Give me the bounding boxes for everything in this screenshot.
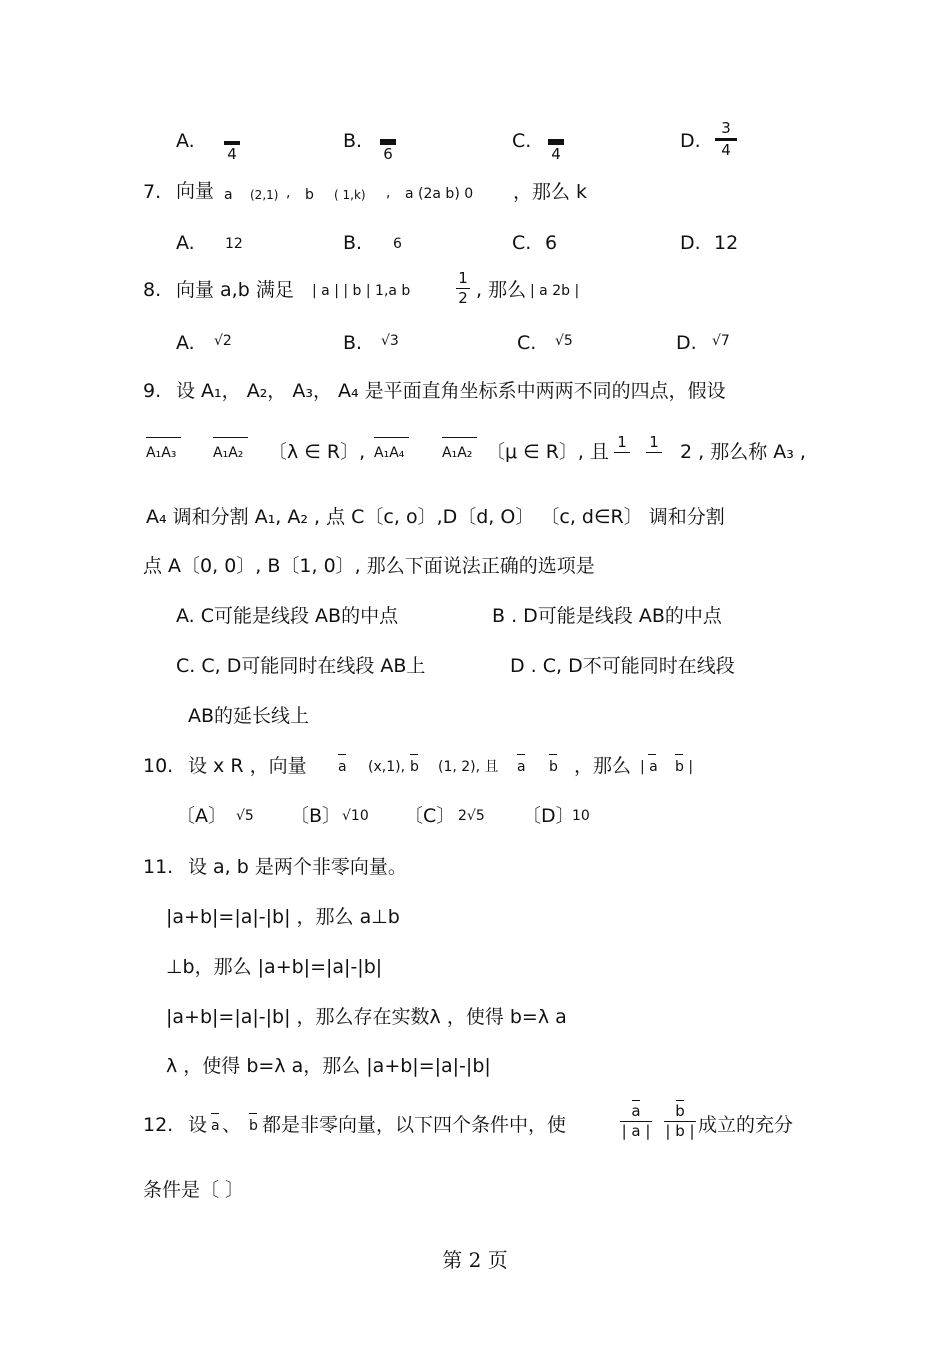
q10-option-c-label: 〔C〕 — [404, 805, 456, 827]
q9-option-d-cont: AB的延长线上 — [188, 705, 310, 727]
q8-option-b-label: B. — [343, 332, 363, 354]
q10-target-a: | a — [640, 759, 658, 775]
q6-option-d-num: 3 — [721, 119, 731, 137]
q8-number: 8. — [143, 279, 162, 301]
q6-option-d-label: D. — [680, 130, 701, 152]
q6-option-c-label: C. — [512, 130, 532, 152]
q6-option-d-den: 4 — [721, 141, 731, 159]
q6-option-a-fraction — [224, 139, 240, 162]
q7-condition: a (2a b) 0 — [405, 186, 474, 202]
q9-line-2-end: 2 , 那么称 A₃ , — [680, 441, 806, 463]
q6-option-c-den: 4 — [551, 145, 561, 163]
q12-frac-b-num: b — [675, 1102, 685, 1120]
q10-option-b-label: 〔B〕 — [290, 805, 342, 827]
q6-option-d-fraction — [715, 121, 737, 158]
q7-option-b-value: 6 — [393, 236, 402, 252]
q12-vector-a: a — [211, 1118, 220, 1134]
q8-condition: | a | | b | 1,a b — [312, 283, 411, 299]
q8-option-d-label: D. — [676, 332, 697, 354]
q9-frac-2 — [646, 435, 662, 455]
q10-option-c-value: 2√5 — [458, 808, 485, 824]
q11-statement-3: |a+b|=|a|-|b| ，那么存在实数λ ，使得 b=λ a — [166, 1006, 567, 1028]
q10-option-a-label: 〔A〕 — [176, 805, 227, 827]
q9-vec-a1a2-second: A₁A₂ — [442, 445, 473, 461]
q12-frac-b-den: | b | — [665, 1122, 695, 1140]
q7-comma-2: , — [386, 185, 391, 201]
q10-overline-cond-b — [549, 754, 557, 755]
q9-option-d: D . C, D不可能同时在线段 — [510, 655, 735, 677]
q11-stem: 设 a, b 是两个非零向量。 — [188, 856, 407, 878]
q10-option-a-value: √5 — [236, 808, 254, 824]
q7-comma-1: , — [286, 185, 291, 201]
q12-vector-b: b — [249, 1118, 258, 1134]
q12-line-2: 条件是〔 〕 — [143, 1179, 245, 1201]
q9-vec-overline-2 — [213, 437, 248, 438]
q7-option-b-label: B. — [343, 232, 363, 254]
q10-stem: 设 x R ，向量 — [188, 755, 307, 777]
q10-vector-b: b — [410, 759, 419, 775]
q10-option-b-value: √10 — [342, 808, 369, 824]
page-footer: 第 2 页 — [442, 1248, 508, 1272]
q6-option-a-den: 4 — [227, 145, 237, 163]
q9-line-1: 设 A₁， A₂， A₃， A₄ 是平面直角坐标系中两两不同的四点，假设 — [176, 380, 726, 402]
q8-option-c-label: C. — [517, 332, 537, 354]
q6-option-b-label: B. — [343, 130, 363, 152]
q12-fraction-a — [620, 1100, 652, 1139]
q10-overline-target-b — [675, 754, 683, 755]
q12-overline-b — [249, 1113, 257, 1114]
q9-vec-a1a4: A₁A₄ — [374, 445, 405, 461]
q11-statement-4: λ ，使得 b=λ a，那么 |a+b|=|a|-|b| — [166, 1055, 491, 1077]
q12-overline-a — [211, 1113, 219, 1114]
q9-lambda: 〔λ ∈ R〕, — [268, 441, 366, 463]
q12-stem-a: 设 — [188, 1114, 208, 1136]
q10-number: 10. — [143, 755, 174, 777]
q6-option-b-fraction — [380, 137, 396, 162]
q8-half-fraction — [456, 271, 470, 306]
q8-half-den: 2 — [458, 289, 468, 307]
q10-option-d-value: 10 — [572, 808, 590, 824]
q9-vec-a1a3: A₁A₃ — [146, 445, 177, 461]
q8-option-b-value: √3 — [381, 333, 399, 349]
q7-option-d-label: D. — [680, 232, 701, 254]
q8-target: | a 2b | — [530, 283, 580, 299]
q8-stem: 向量 a,b 满足 — [176, 279, 294, 301]
q11-statement-2: ⊥b，那么 |a+b|=|a|-|b| — [166, 956, 383, 978]
q12-fraction-b — [664, 1100, 696, 1139]
q9-line-4: 点 A〔0, 0〕, B〔1, 0〕, 那么下面说法正确的选项是 — [143, 555, 595, 577]
q12-separator: 、 — [222, 1114, 242, 1136]
q9-number: 9. — [143, 380, 162, 402]
q10-cond-a: a — [517, 759, 526, 775]
q9-vec-overline-3 — [374, 437, 409, 438]
q12-stem-b: 都是非零向量，以下四个条件中，使 — [262, 1114, 567, 1136]
q10-cond-b: b — [549, 759, 558, 775]
q10-overline-target-a — [648, 754, 656, 755]
q12-frac-a-den: | a | — [621, 1122, 651, 1140]
q7-option-a-label: A. — [176, 232, 195, 254]
q8-option-d-value: √7 — [712, 333, 730, 349]
q11-statement-1: |a+b|=|a|-|b| ，那么 a⊥b — [166, 906, 400, 928]
q7-vector-a-value: (2,1) — [250, 188, 279, 202]
q6-option-a-label: A. — [176, 130, 195, 152]
q10-vector-b-value: (1, 2), 且 — [438, 759, 499, 775]
q9-mu: 〔μ ∈ R〕, 且 — [486, 441, 609, 463]
q7-option-c-value: 6 — [545, 232, 558, 254]
q11-number: 11. — [143, 856, 174, 878]
q8-option-a-label: A. — [176, 332, 195, 354]
q8-option-a-value: √2 — [214, 333, 232, 349]
q10-overline-cond-a — [517, 754, 525, 755]
q10-suffix: ，那么 — [574, 755, 632, 777]
q9-option-a: A. C可能是线段 AB的中点 — [176, 605, 399, 627]
q7-stem-prefix: 向量 — [176, 180, 215, 202]
q8-suffix: , 那么 — [476, 279, 527, 301]
q12-frac-a-num: a — [631, 1102, 641, 1120]
q9-frac-1-num: 1 — [617, 433, 627, 451]
q9-frac-1 — [614, 435, 630, 455]
q6-option-c-fraction — [548, 137, 564, 162]
q9-vec-overline-4 — [442, 437, 477, 438]
q8-half-num: 1 — [458, 269, 468, 287]
q10-vector-a-value: (x,1), — [368, 759, 406, 775]
q9-frac-2-num: 1 — [649, 433, 659, 451]
q9-vec-overline-1 — [146, 437, 181, 438]
q10-overline-b — [410, 754, 418, 755]
q7-stem-suffix: ，那么 k — [513, 181, 588, 203]
q10-option-d-label: 〔D〕 — [522, 805, 575, 827]
q7-vector-a: a — [224, 187, 233, 203]
q8-option-c-value: √5 — [555, 333, 573, 349]
q9-line-3: A₄ 调和分割 A₁, A₂ , 点 C〔c, o〕,D〔d, O〕 〔c, d∈R〕 调和分割 — [146, 506, 725, 528]
q9-option-b: B . D可能是线段 AB的中点 — [492, 605, 722, 627]
q7-option-a-value: 12 — [225, 236, 243, 252]
q7-vector-b: b — [305, 187, 314, 203]
q10-overline-a — [338, 754, 346, 755]
q7-number: 7. — [143, 181, 162, 203]
q7-option-c-label: C. — [512, 232, 532, 254]
q7-vector-b-value: ( 1,k) — [334, 188, 366, 202]
q9-vec-a1a2-first: A₁A₂ — [213, 445, 244, 461]
q10-target-b: b | — [675, 759, 694, 775]
q6-option-b-den: 6 — [383, 145, 393, 163]
q10-vector-a: a — [338, 759, 347, 775]
q12-number: 12. — [143, 1114, 174, 1136]
q12-stem-c: 成立的充分 — [698, 1114, 794, 1136]
q9-option-c: C. C, D可能同时在线段 AB上 — [176, 655, 426, 677]
q7-option-d-value: 12 — [714, 232, 739, 254]
